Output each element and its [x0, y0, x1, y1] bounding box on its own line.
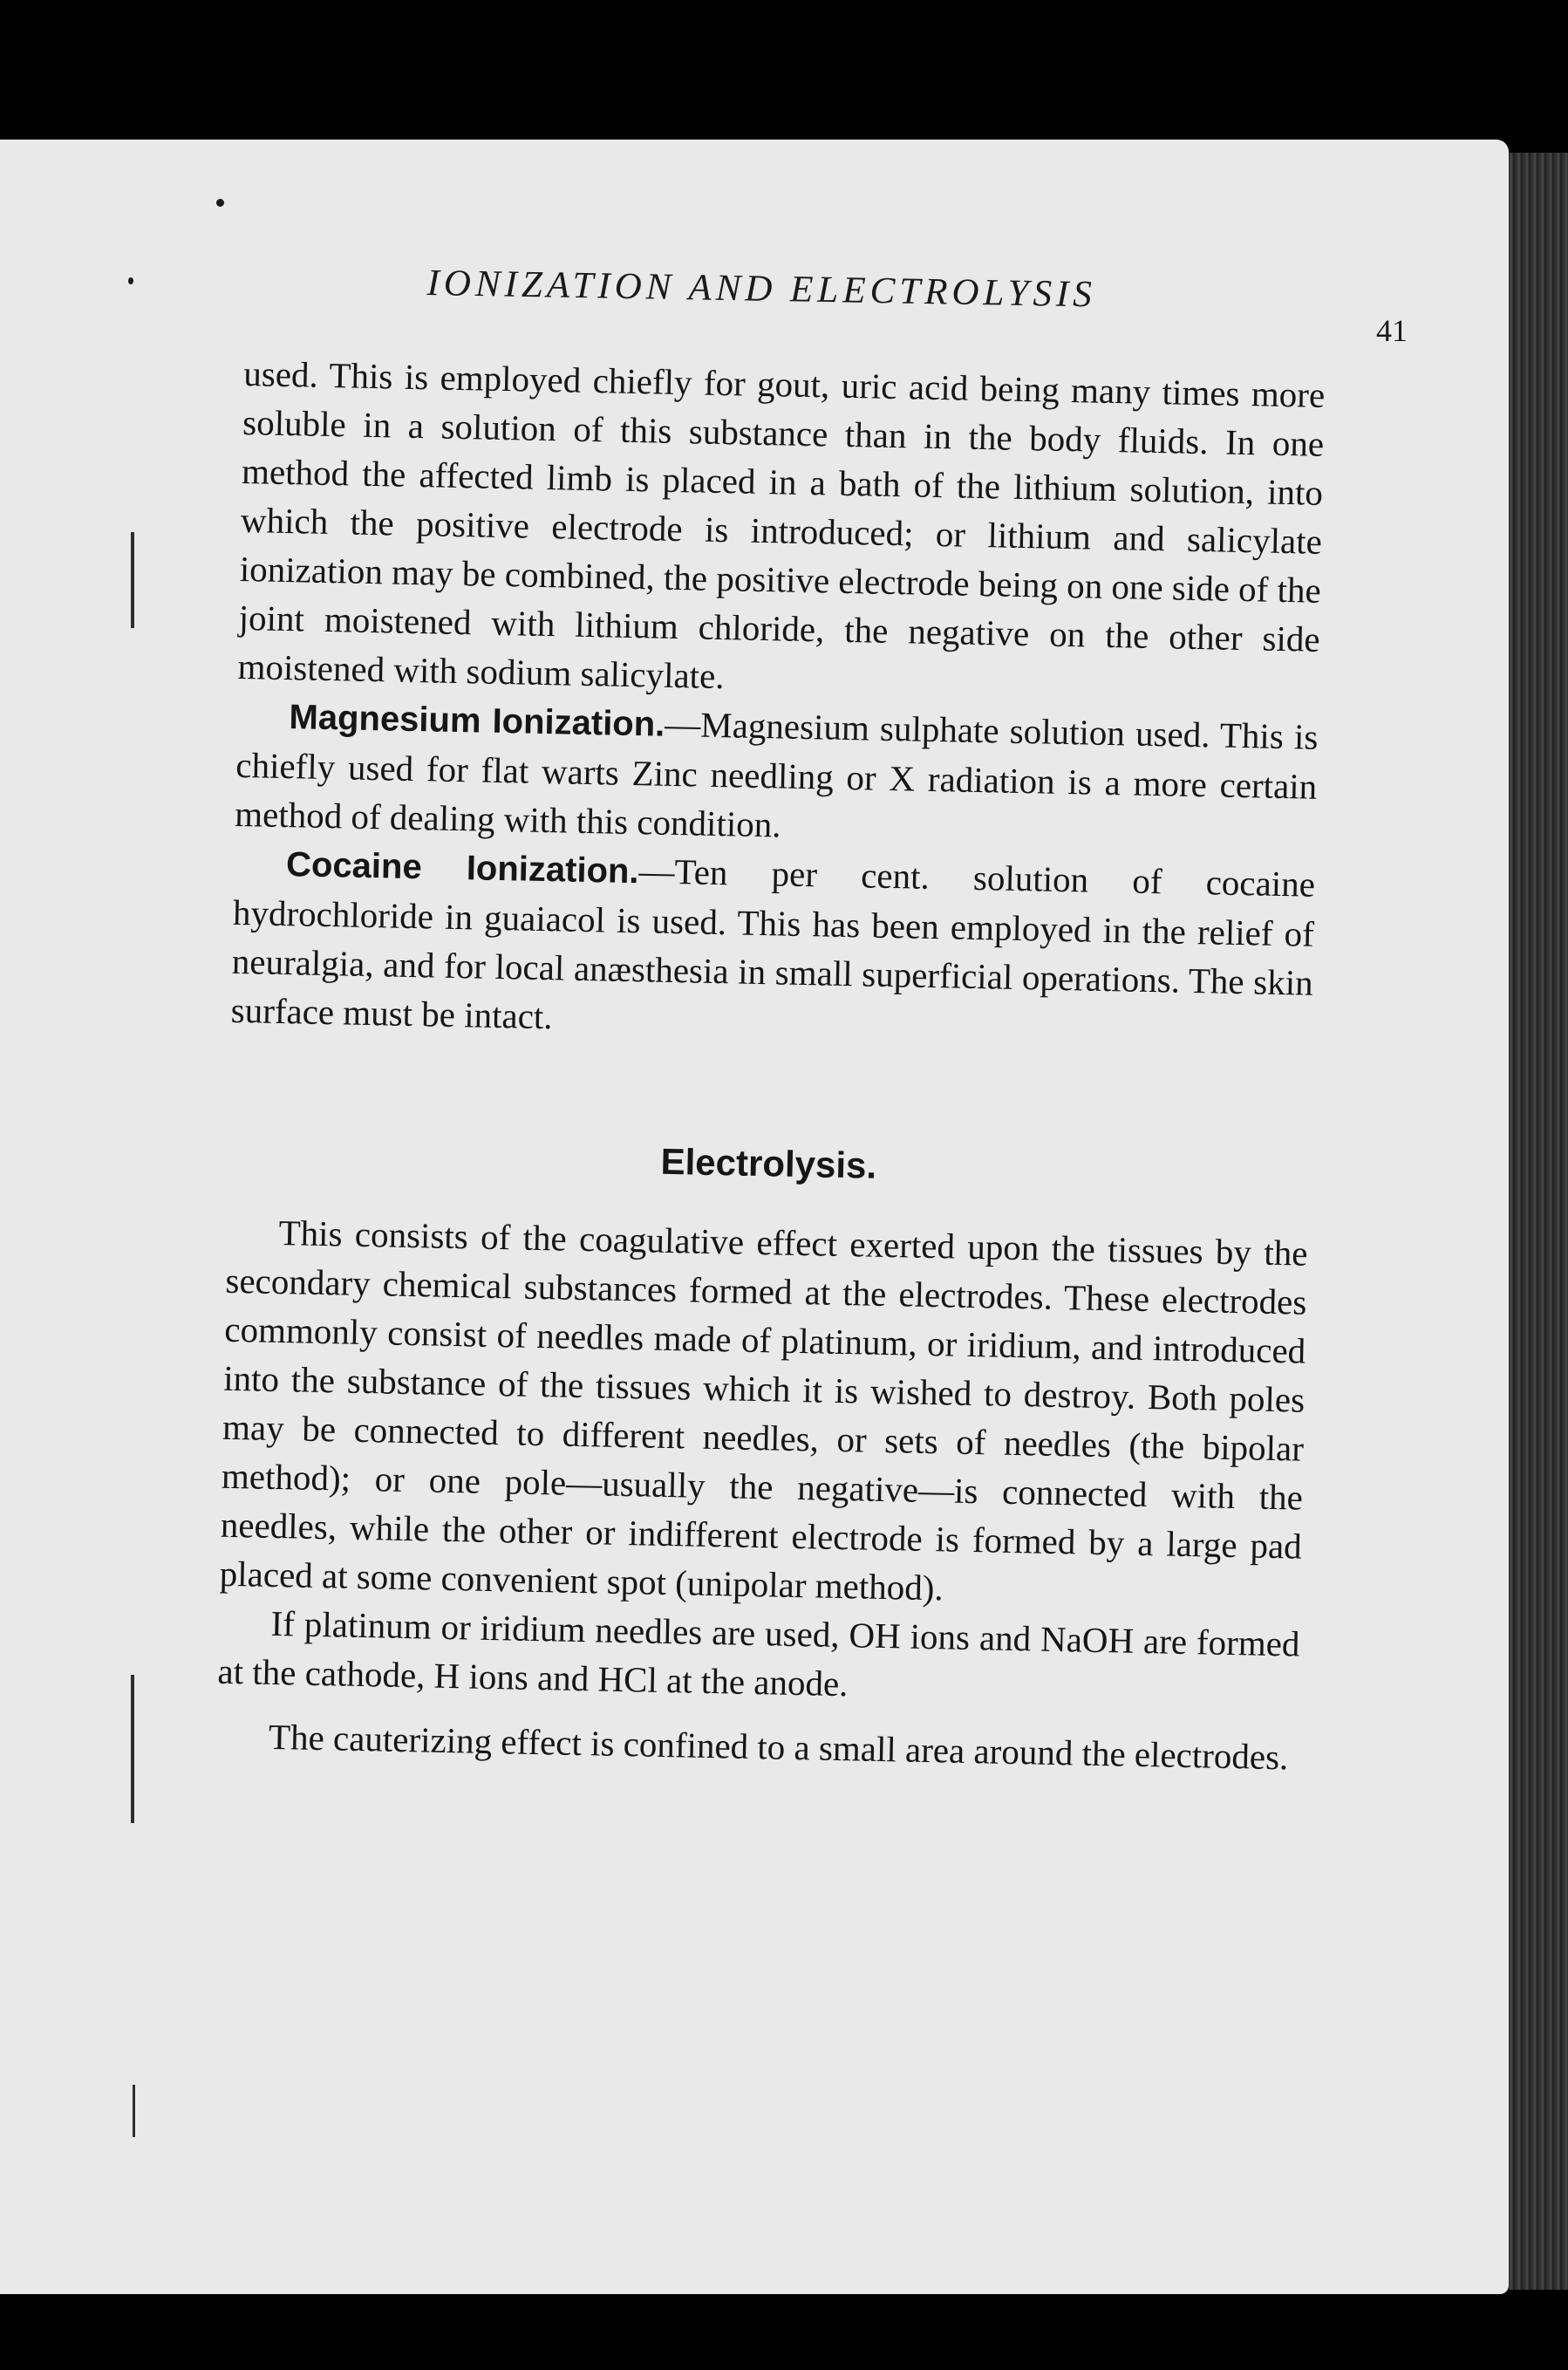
gutter-shadow — [131, 1675, 134, 1823]
magnesium-heading: Magnesium Ionization. — [289, 698, 665, 744]
magnesium-text: —Magnesium sulphate solution used. This is chiefly used for flat warts Zinc needling or X radiation is a more certain method of dealing with this condition. — [234, 703, 1319, 845]
scan-speck — [216, 199, 224, 207]
page-number: 41 — [1376, 313, 1408, 348]
gutter-shadow — [133, 2085, 135, 2137]
gutter-shadow — [131, 532, 134, 628]
cocaine-heading: Cocaine Ionization. — [285, 845, 639, 891]
section-heading-electrolysis: Electrolysis. — [660, 1140, 877, 1186]
paragraph-electrolysis-2: If platinum or iridium needles are used, OH ions and NaOH are formed at the cathode, H ions and HCl at the anode. — [217, 1602, 1300, 1704]
paragraph-cocaine — [230, 838, 1315, 1056]
book-binding-edge — [1509, 153, 1568, 2290]
paragraph-electrolysis-1: This consists of the coagulative effect exerted upon the tissues by the secondary chemical substances formed at the electrodes. These electrodes commonly consist of needles made of platinum, or iridium, and introduced into the substance of the tissues which it is wished to destroy. Both poles may be connected to different needles, or sets of needles (the bipolar method); or one pole—usually the negative—is connected with the needles, while the other or indifferent electrode is formed by a large pad placed at some convenient spot (unipolar method). — [219, 1212, 1308, 1608]
paragraph-magnesium — [235, 691, 1319, 860]
scan-speck — [128, 277, 133, 284]
running-title: IONIZATION AND ELECTROLYSIS — [426, 262, 1097, 316]
paragraph-lithium: used. This is employed chiefly for gout, uric acid being many times more soluble in a solution of this substance than in the body fluids. In one method the affected limb is placed in a bath of the lithium solution, into which the positive electrode is introduced; or lithium and salicylate ionization may be combined, the positive electrode being on one side of the joint moistened with lithium chloride, the negative on the other side moistened with sodium salicylate. — [237, 352, 1326, 697]
page-body — [216, 349, 1326, 1782]
cocaine-text: —Ten per cent. solution of cocaine hydrochloride in guaiacol is used. This has been employed in the relief of neuralgia, and for local anæsthesia in small superficial operations. The skin surface must be intact. — [230, 850, 1316, 1037]
paragraph-electrolysis-3: The cauterizing effect is confined to a small area around the electrodes. — [268, 1716, 1289, 1778]
